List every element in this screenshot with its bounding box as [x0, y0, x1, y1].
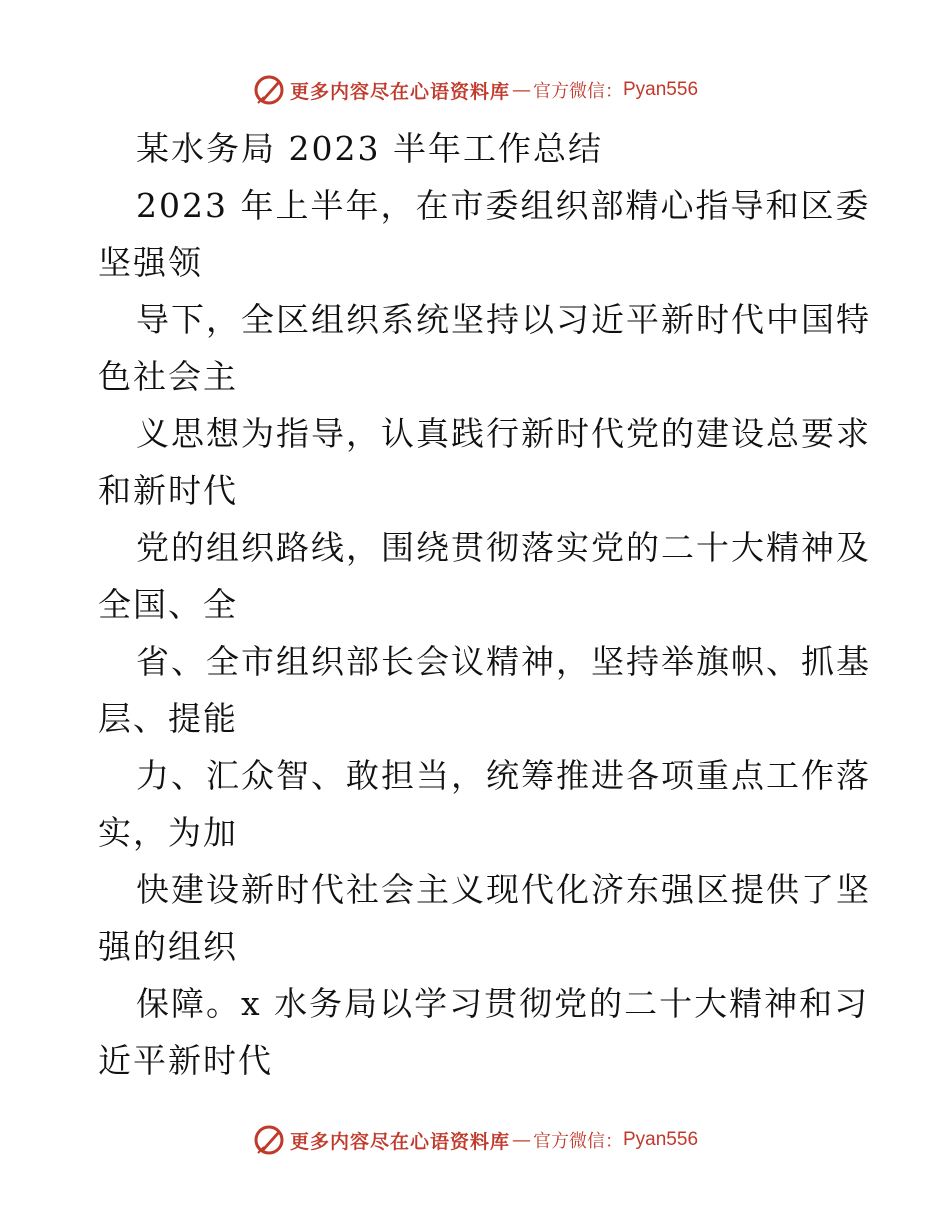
footer-banner-wechat-id: Pyan556	[623, 1129, 699, 1150]
paragraph-line: 力、汇众智、敢担当，统筹推进各项重点工作落	[136, 756, 871, 795]
paragraph-line: 保障。x 水务局以学习贯彻党的二十大精神和习	[136, 984, 870, 1023]
header-banner	[0, 70, 950, 110]
paragraph-line: 和新时代	[98, 471, 238, 510]
paragraph-line: 快建设新时代社会主义现代化济东强区提供了坚	[136, 870, 871, 909]
quill-pen-logo-icon	[252, 1123, 286, 1157]
paragraph-line: 近平新时代	[98, 1041, 273, 1080]
paragraph-line: 导下，全区组织系统坚持以习近平新时代中国特	[136, 300, 871, 339]
paragraph-line: 色社会主	[98, 357, 238, 396]
quill-pen-logo-icon	[252, 73, 286, 107]
footer-banner-dash: —	[512, 1129, 531, 1151]
paragraph-line: 2023 年上半年，在市委组织部精心指导和区委	[136, 186, 871, 225]
header-banner-dash: —	[512, 79, 531, 101]
paragraph-line: 党的组织路线，围绕贯彻落实党的二十大精神及	[136, 528, 871, 567]
paragraph-line: 省、全市组织部长会议精神，坚持举旗帜、抓基	[136, 642, 871, 681]
header-banner-wechat-label: 官方微信：	[533, 81, 623, 102]
paragraph-line: 实，为加	[98, 813, 238, 852]
document-title: 某水务局 2023 半年工作总结	[136, 129, 603, 168]
document-body	[98, 120, 871, 1089]
header-banner-wechat-id: Pyan556	[623, 79, 699, 100]
header-banner-text: 更多内容尽在心语资料库	[289, 80, 510, 103]
paragraph-line: 强的组织	[98, 927, 238, 966]
paragraph-line: 坚强领	[98, 243, 203, 282]
paragraph-line: 层、提能	[98, 699, 238, 738]
footer-banner-text: 更多内容尽在心语资料库	[289, 1130, 510, 1153]
paragraph-line: 全国、全	[98, 585, 238, 624]
paragraph-line: 义思想为指导，认真践行新时代党的建设总要求	[136, 414, 871, 453]
footer-banner	[0, 1120, 950, 1160]
footer-banner-wechat-label: 官方微信：	[533, 1131, 623, 1152]
